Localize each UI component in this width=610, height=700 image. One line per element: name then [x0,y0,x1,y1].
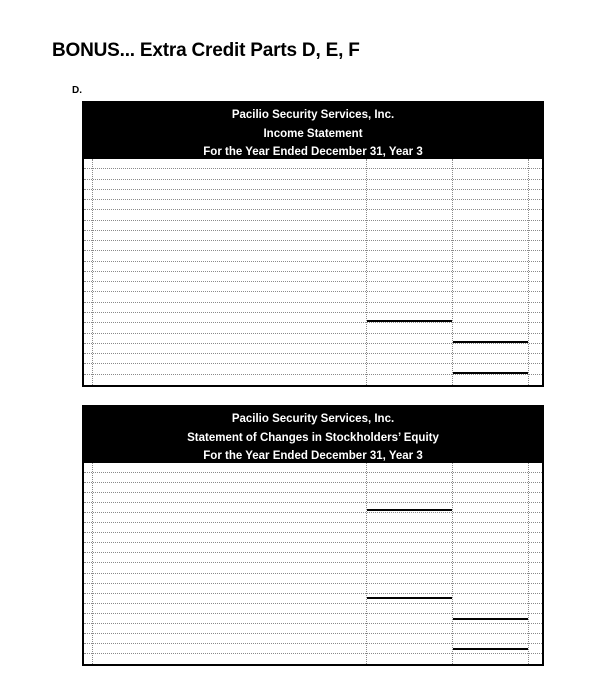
part-label-d: D. [72,85,82,96]
entry-row[interactable] [84,644,542,654]
entry-row[interactable] [84,364,542,374]
entry-row[interactable] [84,159,542,169]
entry-row[interactable] [84,654,542,664]
entry-row[interactable] [84,563,542,573]
entry-row[interactable] [84,262,542,272]
entry-row[interactable] [84,241,542,251]
entry-row[interactable] [84,634,542,644]
equity-statement-title: Statement of Changes in Stockholders’ Equity [187,431,439,444]
income-statement-rows[interactable] [84,159,542,385]
entry-row[interactable] [84,574,542,584]
income-statement-company: Pacilio Security Services, Inc. [231,109,395,121]
entry-row[interactable] [84,231,542,241]
income-statement-header [84,103,542,159]
entry-row[interactable] [84,594,542,604]
page-title: BONUS... Extra Credit Parts D, E, F [52,40,360,61]
income-statement-title: Income Statement [263,127,363,140]
entry-row[interactable] [84,292,542,302]
equity-statement-header [84,407,542,463]
entry-row[interactable] [84,375,542,385]
equity-statement-period: For the Year Ended December 31, Year 3 [203,450,423,462]
income-statement-form [82,101,544,387]
entry-row[interactable] [84,334,542,344]
entry-row[interactable] [84,473,542,483]
entry-row[interactable] [84,210,542,220]
entry-row[interactable] [84,533,542,543]
entry-row[interactable] [84,323,542,333]
entry-row[interactable] [84,251,542,261]
entry-row[interactable] [84,354,542,364]
entry-row[interactable] [84,503,542,513]
entry-row[interactable] [84,493,542,503]
entry-row[interactable] [84,483,542,493]
entry-row[interactable] [84,614,542,624]
entry-row[interactable] [84,180,542,190]
entry-row[interactable] [84,272,542,282]
entry-row[interactable] [84,303,542,313]
entry-row[interactable] [84,313,542,323]
entry-row[interactable] [84,553,542,563]
entry-row[interactable] [84,463,542,473]
entry-row[interactable] [84,190,542,200]
entry-row[interactable] [84,523,542,533]
entry-row[interactable] [84,584,542,594]
entry-row[interactable] [84,169,542,179]
entry-row[interactable] [84,344,542,354]
entry-row[interactable] [84,624,542,634]
equity-statement-rows[interactable] [84,463,542,664]
entry-row[interactable] [84,282,542,292]
entry-row[interactable] [84,604,542,614]
entry-row[interactable] [84,513,542,523]
equity-statement-form [82,405,544,666]
entry-row[interactable] [84,200,542,210]
equity-statement-company: Pacilio Security Services, Inc. [231,413,395,425]
entry-row[interactable] [84,543,542,553]
income-statement-period: For the Year Ended December 31, Year 3 [203,146,423,158]
entry-row[interactable] [84,221,542,231]
